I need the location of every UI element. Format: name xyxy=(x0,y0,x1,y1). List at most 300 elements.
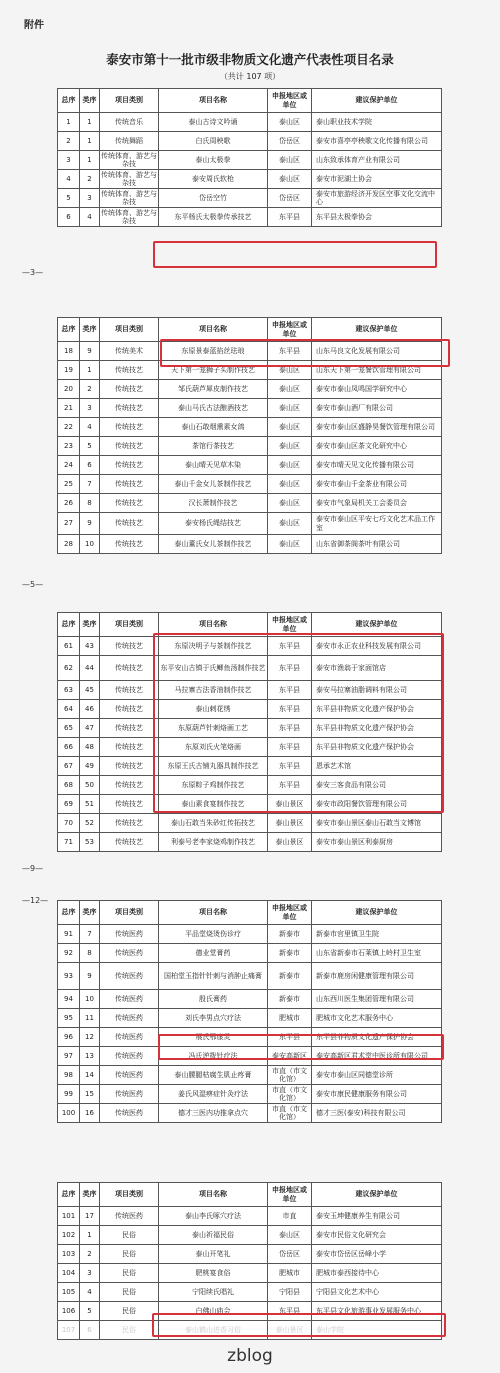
table-row xyxy=(58,208,442,227)
cell-unit: 东平县非物质文化遗产保护协会 xyxy=(312,738,442,757)
table-row xyxy=(58,456,442,475)
cell-name: 泰山开笔礼 xyxy=(159,1245,268,1264)
cell-category: 传统技艺 xyxy=(100,719,159,738)
cell-unit: 泰安市政阳餐饮管理有限公司 xyxy=(312,795,442,814)
cell-unit: 泰安高新区君术堂中医诊所有限公司 xyxy=(312,1047,442,1066)
cell-cat: 6 xyxy=(80,456,100,475)
column-header-unit: 建议保护单位 xyxy=(312,89,442,113)
table-row xyxy=(58,1104,442,1123)
cell-category: 传统医药 xyxy=(100,1028,159,1047)
cell-name: 邹氏葫芦犀皮制作技艺 xyxy=(159,380,268,399)
cell-name: 东原景泰蓝掐丝珐琅 xyxy=(159,342,268,361)
cell-unit: 山东省御茶阁茶叶有限公司 xyxy=(312,535,442,554)
table-row xyxy=(58,1207,442,1226)
cell-region: 泰山区 xyxy=(268,535,312,554)
cell-region: 泰山区 xyxy=(268,113,312,132)
table-row xyxy=(58,399,442,418)
cell-name: 刘氏李男点穴疗法 xyxy=(159,1009,268,1028)
cell-cat: 11 xyxy=(80,1009,100,1028)
cell-cat: 52 xyxy=(80,814,100,833)
column-header-cat-seq: 类序 xyxy=(80,901,100,925)
cell-category: 民俗 xyxy=(100,1226,159,1245)
cell-cat: 1 xyxy=(80,1226,100,1245)
cell-seq: 18 xyxy=(58,342,80,361)
cell-seq: 65 xyxy=(58,719,80,738)
cell-unit: 山东致承体育产业有限公司 xyxy=(312,151,442,170)
cell-category: 传统技艺 xyxy=(100,637,159,656)
cell-unit: 泰山职业技术学院 xyxy=(312,113,442,132)
cell-name: 白氏周秧歌 xyxy=(159,132,268,151)
cell-seq: 20 xyxy=(58,380,80,399)
cell-category: 传统美术 xyxy=(100,342,159,361)
cell-name: 东平杨氏太极拳传承技艺 xyxy=(159,208,268,227)
column-header-seq: 总序 xyxy=(58,1183,80,1207)
cell-category: 传统医药 xyxy=(100,990,159,1009)
table-row xyxy=(58,113,442,132)
cell-unit: 泰安玉坤健康养生有限公司 xyxy=(312,1207,442,1226)
cell-name: 东原决明子与茶制作技艺 xyxy=(159,637,268,656)
cell-category: 民俗 xyxy=(100,1264,159,1283)
cell-name: 平品堂烧烫伤诊疗 xyxy=(159,925,268,944)
table-row xyxy=(58,925,442,944)
cell-seq: 5 xyxy=(58,189,80,208)
cell-unit: 泰安马拉寨油脂调料有限公司 xyxy=(312,681,442,700)
cell-category: 传统技艺 xyxy=(100,795,159,814)
column-header-region: 申报地区或单位 xyxy=(268,89,312,113)
cell-category: 传统技艺 xyxy=(100,535,159,554)
table-row xyxy=(58,944,442,963)
cell-category: 传统体育、游艺与杂技 xyxy=(101,189,157,206)
cell-unit: 泰安市泰山景区泰山石敢当文博馆 xyxy=(312,814,442,833)
cell-name: 泰山马氏古法酿酒技艺 xyxy=(159,399,268,418)
cell-unit: 泰安市泰山千金茶业有限公司 xyxy=(312,475,442,494)
cell-category: 传统技艺 xyxy=(100,776,159,795)
cell-cat: 15 xyxy=(80,1085,100,1104)
table-header-row xyxy=(58,901,442,925)
cell-unit: 泰安市泰山区平安七巧文化艺术品工作室 xyxy=(312,513,442,535)
cell-category: 民俗 xyxy=(100,1245,159,1264)
table-row xyxy=(58,475,442,494)
table-row xyxy=(58,990,442,1009)
column-header-region: 申报地区或单位 xyxy=(268,901,312,925)
cell-unit: 泰安市晴天见文化传播有限公司 xyxy=(312,456,442,475)
cell-name: 茶馆行茶技艺 xyxy=(159,437,268,456)
cell-region: 泰山景区 xyxy=(268,814,312,833)
page-number: —3— xyxy=(22,268,44,277)
cell-seq: 94 xyxy=(58,990,80,1009)
cell-seq: 28 xyxy=(58,535,80,554)
cell-region: 新泰市 xyxy=(268,925,312,944)
table-row xyxy=(58,418,442,437)
cell-category: 传统医药 xyxy=(100,925,159,944)
cell-cat: 10 xyxy=(80,535,100,554)
cell-seq: 63 xyxy=(58,681,80,700)
cell-region: 泰山区 xyxy=(268,170,312,189)
cell-seq: 2 xyxy=(58,132,80,151)
cell-region: 东平县 xyxy=(268,656,312,681)
cell-seq: 92 xyxy=(58,944,80,963)
cell-seq: 19 xyxy=(58,361,80,380)
cell-cat: 17 xyxy=(80,1207,100,1226)
cell-unit: 东平县非物质文化遗产保护协会 xyxy=(312,719,442,738)
cell-region: 泰山区 xyxy=(268,380,312,399)
table-row xyxy=(58,170,442,189)
cell-region: 泰山景区 xyxy=(268,1321,312,1340)
column-header-unit: 建议保护单位 xyxy=(312,318,442,342)
cell-region: 泰山区 xyxy=(268,494,312,513)
cell-region: 岱岳区 xyxy=(268,189,312,208)
column-header-cat-seq: 类序 xyxy=(80,613,100,637)
column-header-seq: 总序 xyxy=(58,613,80,637)
table-row xyxy=(58,1066,442,1085)
cell-category: 传统技艺 xyxy=(100,437,159,456)
column-header-name: 项目名称 xyxy=(159,1183,268,1207)
cell-cat: 5 xyxy=(80,437,100,456)
cell-seq: 3 xyxy=(58,151,80,170)
cell-seq: 61 xyxy=(58,637,80,656)
cell-region: 泰山区 xyxy=(268,361,312,380)
cell-seq: 6 xyxy=(58,208,80,227)
cell-seq: 99 xyxy=(58,1085,80,1104)
cell-region: 泰山景区 xyxy=(268,833,312,852)
cell-region: 东平县 xyxy=(268,738,312,757)
cell-category: 传统技艺 xyxy=(100,380,159,399)
cell-category: 传统音乐 xyxy=(100,113,159,132)
cell-name: 东平安山古镇于氏鲫鱼汤制作技艺 xyxy=(159,656,268,681)
table-row xyxy=(58,1245,442,1264)
cell-category: 传统医药 xyxy=(100,963,159,990)
cell-seq: 24 xyxy=(58,456,80,475)
cell-category: 传统体育、游艺与杂技 xyxy=(101,151,157,168)
cell-region: 市直（市文化馆） xyxy=(268,1085,312,1104)
cell-name: 东原粽子鸡制作技艺 xyxy=(159,776,268,795)
cell-region: 泰山区 xyxy=(268,437,312,456)
cell-name: 泰山石敢烟熏素女鸽 xyxy=(159,418,268,437)
cell-category: 传统技艺 xyxy=(100,757,159,776)
cell-unit: 东平县文化旅游事业发展服务中心 xyxy=(312,1302,442,1321)
cell-name: 东原刘氏火笔烙画 xyxy=(159,738,268,757)
table-row xyxy=(58,151,442,170)
cell-region: 肥城市 xyxy=(268,1264,312,1283)
cell-seq: 70 xyxy=(58,814,80,833)
cell-name: 殷氏膏药 xyxy=(159,990,268,1009)
cell-cat: 53 xyxy=(80,833,100,852)
cell-category: 传统技艺 xyxy=(100,681,159,700)
cell-name: 白佛山庙会 xyxy=(159,1302,268,1321)
cell-region: 新泰市 xyxy=(268,944,312,963)
cell-unit: 泰安市渔翁于家面馆店 xyxy=(312,656,442,681)
cell-category: 传统技艺 xyxy=(100,399,159,418)
highlight-box xyxy=(152,1313,446,1337)
cell-unit: 泰安市泰山区盛静昊餐饮管理有限公司 xyxy=(312,418,442,437)
cell-region: 市直（市文化馆） xyxy=(268,1066,312,1085)
cell-unit: 新泰市鹿房闲健康管理有限公司 xyxy=(312,963,442,990)
column-header-category: 项目类别 xyxy=(100,1183,159,1207)
cell-cat: 8 xyxy=(80,944,100,963)
cell-unit: 泰安市永正农业科技发展有限公司 xyxy=(312,637,442,656)
cell-region: 泰山景区 xyxy=(268,795,312,814)
highlight-box xyxy=(153,633,444,813)
cell-cat: 7 xyxy=(80,475,100,494)
column-header-seq: 总序 xyxy=(58,901,80,925)
cell-seq: 97 xyxy=(58,1047,80,1066)
cell-region: 泰山区 xyxy=(268,513,312,535)
column-header-region: 申报地区或单位 xyxy=(268,1183,312,1207)
cell-cat: 46 xyxy=(80,700,100,719)
cell-cat: 51 xyxy=(80,795,100,814)
cell-category: 传统医药 xyxy=(100,1066,159,1085)
cell-region: 泰山区 xyxy=(268,399,312,418)
cell-region: 市直 xyxy=(268,1207,312,1226)
cell-name: 泰山千金女儿茶制作技艺 xyxy=(159,475,268,494)
cell-cat: 49 xyxy=(80,757,100,776)
cell-seq: 98 xyxy=(58,1066,80,1085)
table-row xyxy=(58,189,442,208)
table-row xyxy=(58,1264,442,1283)
table-row xyxy=(58,494,442,513)
cell-category: 传统医药 xyxy=(100,1085,159,1104)
page-number: —9— xyxy=(22,864,44,873)
cell-region: 肥城市 xyxy=(268,1009,312,1028)
cell-name: 马拉寨古法香油制作技艺 xyxy=(159,681,268,700)
cell-name: 泰山太极拳 xyxy=(159,151,268,170)
cell-cat: 12 xyxy=(80,1028,100,1047)
cell-name: 泰山晴天见草木染 xyxy=(159,456,268,475)
cell-name: 泰山素食宴制作技艺 xyxy=(159,795,268,814)
cell-unit: 泰安市民俗文化研究会 xyxy=(312,1226,442,1245)
cell-category: 民俗 xyxy=(100,1302,159,1321)
cell-cat: 1 xyxy=(80,361,100,380)
column-header-region: 申报地区或单位 xyxy=(268,318,312,342)
cell-category: 传统医药 xyxy=(100,944,159,963)
table-row xyxy=(58,1226,442,1245)
cell-region: 东平县 xyxy=(268,719,312,738)
cell-seq: 4 xyxy=(58,170,80,189)
cell-name: 泰山古诗文吟诵 xyxy=(159,113,268,132)
page-number: —5— xyxy=(22,580,44,589)
cell-unit: 恩承艺术馆 xyxy=(312,757,442,776)
cell-unit: 泰安市泰山区茶文化研究中心 xyxy=(312,437,442,456)
cell-cat: 45 xyxy=(80,681,100,700)
cell-category: 传统技艺 xyxy=(100,700,159,719)
cell-cat: 4 xyxy=(80,418,100,437)
cell-category: 传统技艺 xyxy=(100,361,159,380)
table-row xyxy=(58,535,442,554)
cell-seq: 71 xyxy=(58,833,80,852)
cell-unit: 泰安市岱岳区岳峰小学 xyxy=(312,1245,442,1264)
cell-seq: 100 xyxy=(58,1104,80,1123)
cell-name: 岱岳空竹 xyxy=(159,189,268,208)
cell-category: 传统技艺 xyxy=(100,475,159,494)
column-header-cat-seq: 类序 xyxy=(80,89,100,113)
cell-unit: 山东天下第一笼餐饮管理有限公司 xyxy=(312,361,442,380)
cell-cat: 3 xyxy=(80,1264,100,1283)
cell-seq: 25 xyxy=(58,475,80,494)
cell-seq: 23 xyxy=(58,437,80,456)
cell-unit: 泰安市泰山酒厂有限公司 xyxy=(312,399,442,418)
cell-category: 传统技艺 xyxy=(100,738,159,757)
cell-name: 泰山刺花绣 xyxy=(159,700,268,719)
column-header-category: 项目类别 xyxy=(100,613,159,637)
cell-category: 传统技艺 xyxy=(100,833,159,852)
cell-unit: 宁阳县文化艺术中心 xyxy=(312,1283,442,1302)
table-row xyxy=(58,963,442,990)
cell-seq: 1 xyxy=(58,113,80,132)
cell-seq: 102 xyxy=(58,1226,80,1245)
cell-region: 东平县 xyxy=(268,208,312,227)
cell-cat: 14 xyxy=(80,1066,100,1085)
cell-name: 泰山石敢当朱砂红传拓技艺 xyxy=(159,814,268,833)
cell-unit: 山东西川医生集团管理有限公司 xyxy=(312,990,442,1009)
cell-cat: 44 xyxy=(80,656,100,681)
cell-region: 东平县 xyxy=(268,1302,312,1321)
cell-category: 传统医药 xyxy=(100,1009,159,1028)
cell-name: 泰山腰腿枯腐生肌止疼膏 xyxy=(159,1066,268,1085)
cell-unit: 肥城市泰西接待中心 xyxy=(312,1264,442,1283)
cell-cat: 2 xyxy=(80,380,100,399)
cell-unit: 泰安三客食品有限公司 xyxy=(312,776,442,795)
cell-region: 泰山区 xyxy=(268,151,312,170)
highlight-box xyxy=(153,241,437,268)
cell-region: 东平县 xyxy=(268,776,312,795)
cell-seq: 64 xyxy=(58,700,80,719)
cell-cat: 47 xyxy=(80,719,100,738)
column-header-seq: 总序 xyxy=(58,318,80,342)
cell-region: 东平县 xyxy=(268,1028,312,1047)
cell-seq: 96 xyxy=(58,1028,80,1047)
table-row xyxy=(58,1085,442,1104)
cell-seq: 62 xyxy=(58,656,80,681)
cell-name: 泰山鹤山进香习俗 xyxy=(159,1321,268,1340)
cell-unit: 泰安市泰山凤鸣国学研究中心 xyxy=(312,380,442,399)
cell-unit: 泰山学院 xyxy=(312,1321,442,1340)
cell-name: 国柏堂玉指针针刺与消肿止痛膏 xyxy=(159,963,268,990)
cell-unit: 泰安市泰山景区利泰厨房 xyxy=(312,833,442,852)
cell-seq: 22 xyxy=(58,418,80,437)
cell-name: 泰安周氏软枪 xyxy=(159,170,268,189)
cell-name: 德业堂膏药 xyxy=(159,944,268,963)
cell-unit: 山东马良文化发展有限公司 xyxy=(312,342,442,361)
table-row xyxy=(58,1009,442,1028)
cell-cat: 48 xyxy=(80,738,100,757)
cell-seq: 67 xyxy=(58,757,80,776)
cell-unit: 泰安市喜亭亭秧歌文化传播有限公司 xyxy=(312,132,442,151)
cell-seq: 68 xyxy=(58,776,80,795)
cell-seq: 106 xyxy=(58,1302,80,1321)
cell-category: 传统技艺 xyxy=(100,494,159,513)
cell-seq: 27 xyxy=(58,513,80,535)
table-row xyxy=(58,833,442,852)
column-header-seq: 总序 xyxy=(58,89,80,113)
cell-unit: 肥城市文化艺术服务中心 xyxy=(312,1009,442,1028)
table-row xyxy=(58,814,442,833)
cell-cat: 9 xyxy=(80,513,100,535)
cell-cat: 3 xyxy=(80,399,100,418)
column-header-cat-seq: 类序 xyxy=(80,1183,100,1207)
cell-cat: 6 xyxy=(80,1321,100,1340)
cell-category: 传统体育、游艺与杂技 xyxy=(101,170,157,187)
cell-seq: 105 xyxy=(58,1283,80,1302)
cell-region: 市直（市文化馆） xyxy=(268,1104,312,1123)
cell-category: 传统技艺 xyxy=(100,513,159,535)
cell-name: 肥桃宴食俗 xyxy=(159,1264,268,1283)
table-row xyxy=(58,513,442,535)
cell-unit: 泰安市旅游经济开发区空事文化交流中心 xyxy=(312,189,442,208)
cell-cat: 1 xyxy=(80,132,100,151)
column-header-name: 项目名称 xyxy=(159,901,268,925)
table-header-row xyxy=(58,1183,442,1207)
cell-region: 东平县 xyxy=(268,700,312,719)
cell-cat: 9 xyxy=(80,963,100,990)
column-header-unit: 建议保护单位 xyxy=(312,1183,442,1207)
cell-region: 岱岳区 xyxy=(268,1245,312,1264)
highlight-box xyxy=(158,1034,444,1060)
cell-category: 传统医药 xyxy=(100,1047,159,1066)
cell-region: 岱岳区 xyxy=(268,132,312,151)
table-row xyxy=(58,380,442,399)
cell-seq: 101 xyxy=(58,1207,80,1226)
cell-region: 东平县 xyxy=(268,681,312,700)
cell-region: 东平县 xyxy=(268,637,312,656)
cell-unit: 山东省新泰市石莱镇上岭村卫生室 xyxy=(312,944,442,963)
cell-region: 泰安高新区 xyxy=(268,1047,312,1066)
watermark: zblog xyxy=(227,1346,273,1366)
cell-seq: 21 xyxy=(58,399,80,418)
cell-category: 传统舞蹈 xyxy=(100,132,159,151)
page-number: —12— xyxy=(22,896,49,905)
cell-category: 传统技艺 xyxy=(100,456,159,475)
cell-name: 冯氏逆拨针疗法 xyxy=(159,1047,268,1066)
highlight-box xyxy=(160,339,450,367)
cell-cat: 4 xyxy=(80,1283,100,1302)
cell-name: 泰山李氏啄穴疗法 xyxy=(159,1207,268,1226)
cell-category: 民俗 xyxy=(100,1283,159,1302)
cell-seq: 26 xyxy=(58,494,80,513)
cell-name: 宁阳续氏唱礼 xyxy=(159,1283,268,1302)
cell-category: 传统医药 xyxy=(100,1207,159,1226)
column-header-name: 项目名称 xyxy=(159,318,268,342)
cell-region: 新泰市 xyxy=(268,963,312,990)
attachment-label: 附件 xyxy=(24,20,44,31)
cell-cat: 3 xyxy=(80,189,100,208)
cell-category: 传统体育、游艺与杂技 xyxy=(101,208,157,225)
cell-region: 东平县 xyxy=(268,342,312,361)
cell-category: 传统医药 xyxy=(100,1104,159,1123)
cell-region: 宁阳县 xyxy=(268,1283,312,1302)
cell-unit: 东平县非物质文化遗产保护协会 xyxy=(312,1028,442,1047)
cell-name: 汉长萧制作技艺 xyxy=(159,494,268,513)
cell-cat: 2 xyxy=(80,170,100,189)
cell-cat: 13 xyxy=(80,1047,100,1066)
cell-cat: 9 xyxy=(80,342,100,361)
cell-cat: 1 xyxy=(80,113,100,132)
cell-cat: 8 xyxy=(80,494,100,513)
cell-category: 传统技艺 xyxy=(100,656,159,681)
table-row xyxy=(58,132,442,151)
cell-unit: 泰安市泥湖土协会 xyxy=(312,170,442,189)
cell-name: 利泰号老李家烧鸡制作技艺 xyxy=(159,833,268,852)
table-row xyxy=(58,437,442,456)
cell-name: 姜氏风湿痹症针灸疗法 xyxy=(159,1085,268,1104)
cell-cat: 50 xyxy=(80,776,100,795)
cell-unit: 东平县太极拳协会 xyxy=(312,208,442,227)
catalog-table-4 xyxy=(57,900,442,1123)
cell-unit: 新泰市官里镇卫生院 xyxy=(312,925,442,944)
cell-seq: 95 xyxy=(58,1009,80,1028)
cell-name: 东原葫芦针刺烙画工艺 xyxy=(159,719,268,738)
cell-name: 东原王氏古铺丸器具制作技艺 xyxy=(159,757,268,776)
cell-region: 泰山区 xyxy=(268,418,312,437)
